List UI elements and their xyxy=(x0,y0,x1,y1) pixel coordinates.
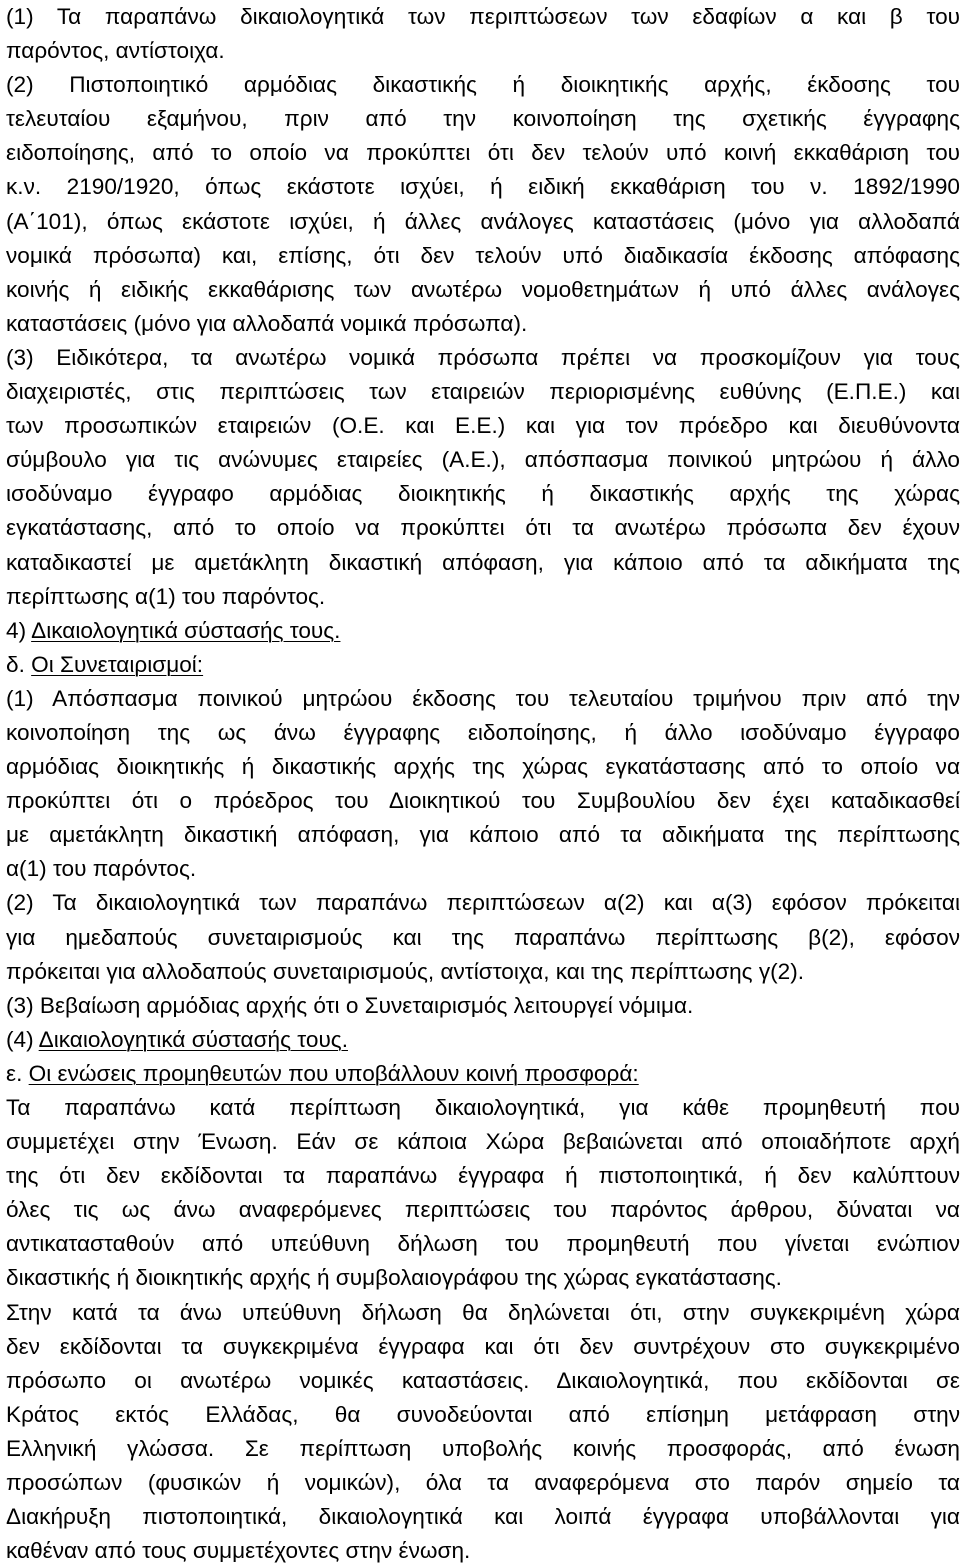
text-line xyxy=(6,1057,960,1091)
text-line xyxy=(6,1023,960,1057)
section-heading: Δικαιολογητικά σύστασής τους. xyxy=(31,617,341,643)
text-line xyxy=(6,1125,960,1159)
text-line xyxy=(6,546,960,580)
line-text: (2) Τα δικαιολογητικά των παραπάνω περιπτώσεων α(2) και α(3) εφόσον πρόκειται xyxy=(6,890,960,916)
text-line xyxy=(6,136,960,170)
text-line xyxy=(6,852,960,886)
text-line xyxy=(6,921,960,955)
section-heading: Οι ενώσεις προμηθευτών που υποβάλλουν κοινή προσφορά: xyxy=(28,1060,639,1086)
line-text: των προσωπικών εταιρειών (Ο.Ε. και Ε.Ε.) και για τον πρόεδρο και διευθύνοντα xyxy=(6,413,960,439)
text-line xyxy=(6,511,960,545)
text-line xyxy=(6,1261,960,1295)
text-line xyxy=(6,477,960,511)
text-line xyxy=(6,0,960,34)
line-text: πρόσωπο οι ανωτέρω νομικές καταστάσεις. Δικαιολογητικά, που εκδίδονται σε xyxy=(6,1367,960,1393)
line-text: Διακήρυξη πιστοποιητικά, δικαιολογητικά και λοιπά έγγραφα υποβάλλονται για xyxy=(6,1504,960,1530)
text-line xyxy=(6,1296,960,1330)
text-line xyxy=(6,989,960,1023)
text-line xyxy=(6,205,960,239)
text-line xyxy=(6,682,960,716)
text-line xyxy=(6,170,960,204)
text-line xyxy=(6,1398,960,1432)
document-page xyxy=(6,0,960,1568)
text-line xyxy=(6,1466,960,1500)
line-text: συμμετέχει στην Ένωση. Εάν σε κάποια Χώρα βεβαιώνεται από οποιαδήποτε αρχή xyxy=(6,1129,960,1155)
line-text: προκύπτει ότι ο πρόεδρος του Διοικητικού του Συμβουλίου δεν έχει καταδικασθεί xyxy=(6,788,960,814)
text-line xyxy=(6,1500,960,1534)
text-line xyxy=(6,750,960,784)
text-line xyxy=(6,443,960,477)
line-text: νομικά πρόσωπα) και, επίσης, ότι δεν τελούν υπό διαδικασία έκδοσης απόφασης xyxy=(6,242,960,268)
line-text: δεν εκδίδονται τα συγκεκριμένα έγγραφα και ότι δεν συντρέχουν στο συγκεκριμένο xyxy=(6,1333,960,1359)
text-line xyxy=(6,1227,960,1261)
line-text: παρόντος, αντίστοιχα. xyxy=(6,38,225,64)
line-text: για ημεδαπούς συνεταιρισμούς και της παραπάνω περίπτωσης β(2), εφόσον xyxy=(6,924,960,950)
line-prefix: 4) xyxy=(6,617,32,643)
text-line xyxy=(6,1159,960,1193)
text-line xyxy=(6,784,960,818)
line-text: της ότι δεν εκδίδονται τα παραπάνω έγγραφα ή πιστοποιητικά, ή δεν καλύπτουν xyxy=(6,1163,960,1189)
text-line xyxy=(6,716,960,750)
line-text: διαχειριστές, στις περιπτώσεις των εταιρειών περιορισμένης ευθύνης (Ε.Π.Ε.) και xyxy=(6,379,960,405)
line-text: Τα παραπάνω κατά περίπτωση δικαιολογητικά, για κάθε προμηθευτή που xyxy=(6,1095,960,1120)
line-text: αντικατασταθούν από υπεύθυνη δήλωση του προμηθευτή που γίνεται ενώπιον xyxy=(6,1231,960,1257)
line-text: εγκατάστασης, από το οποίο να προκύπτει ότι τα ανωτέρω πρόσωπα δεν έχουν xyxy=(6,515,960,541)
line-text: ειδοποίησης, από το οποίο να προκύπτει ότι δεν τελούν υπό κοινή εκκαθάριση του xyxy=(6,140,960,166)
line-text: (3) Ειδικότερα, τα ανωτέρω νομικά πρόσωπα πρέπει να προσκομίζουν για τους xyxy=(6,344,960,370)
line-text: δικαστικής ή διοικητικής αρχής ή συμβολαιογράφου της χώρας εγκατάστασης. xyxy=(6,1265,782,1291)
line-prefix: ε. xyxy=(6,1060,29,1086)
text-line xyxy=(6,648,960,682)
line-text: πρόκειται για αλλοδαπούς συνεταιρισμούς, αντίστοιχα, και της περίπτωσης γ(2). xyxy=(6,958,805,984)
line-text: καταδικαστεί με αμετάκλητη δικαστική απόφαση, για κάποιο από τα αδικήματα της xyxy=(6,549,960,575)
line-text: προσώπων (φυσικών ή νομικών), όλα τα αναφερόμενα στο παρόν σημείο τα xyxy=(6,1470,960,1496)
line-prefix: δ. xyxy=(6,651,32,677)
text-line xyxy=(6,409,960,443)
text-line xyxy=(6,580,960,614)
text-line xyxy=(6,1091,960,1125)
text-line xyxy=(6,273,960,307)
section-heading: Οι Συνεταιρισμοί: xyxy=(31,651,204,677)
line-text: ισοδύναμο έγγραφο αρμόδιας διοικητικής ή δικαστικής αρχής της χώρας xyxy=(6,481,960,507)
line-text: καθέναν από τους συμμετέχοντες στην ένωση. xyxy=(6,1538,471,1564)
line-text: α(1) του παρόντος. xyxy=(6,856,197,882)
text-line xyxy=(6,1432,960,1466)
text-line xyxy=(6,102,960,136)
line-text: κοινής ή ειδικής εκκαθάρισης των ανωτέρω νομοθετημάτων ή υπό άλλες ανάλογες xyxy=(6,276,960,302)
line-text: (1) Απόσπασμα ποινικού μητρώου έκδοσης του τελευταίου τριμήνου πριν από την xyxy=(6,685,960,711)
text-line xyxy=(6,68,960,102)
text-line xyxy=(6,375,960,409)
text-line xyxy=(6,614,960,648)
text-line xyxy=(6,341,960,375)
line-text: Κράτος εκτός Ελλάδας, θα συνοδεύονται από επίσημη μετάφραση στην xyxy=(6,1401,960,1427)
text-line xyxy=(6,1193,960,1227)
text-line xyxy=(6,955,960,989)
line-text: κ.ν. 2190/1920, όπως εκάστοτε ισχύει, ή ειδική εκκαθάριση του ν. 1892/1990 xyxy=(6,174,960,200)
line-text: τελευταίου εξαμήνου, πριν από την κοινοποίηση της σχετικής έγγραφης xyxy=(6,106,960,132)
section-heading: Δικαιολογητικά σύστασής τους. xyxy=(38,1026,348,1052)
line-text: καταστάσεις (μόνο για αλλοδαπά νομικά πρόσωπα). xyxy=(6,310,528,336)
text-line xyxy=(6,1364,960,1398)
line-text: περίπτωσης α(1) του παρόντος. xyxy=(6,583,326,609)
line-text: Ελληνική γλώσσα. Σε περίπτωση υποβολής κοινής προσφοράς, από ένωση xyxy=(6,1435,960,1461)
text-line xyxy=(6,34,960,68)
line-prefix: (4) xyxy=(6,1026,39,1052)
text-line xyxy=(6,307,960,341)
line-text: αρμόδιας διοικητικής ή δικαστικής αρχής της χώρας εγκατάστασης από το οποίο να xyxy=(6,754,960,780)
line-text: (1) Τα παραπάνω δικαιολογητικά των περιπτώσεων των εδαφίων α και β του xyxy=(6,4,960,29)
line-text: όλες τις ως άνω αναφερόμενες περιπτώσεις του παρόντος άρθρου, δύναται να xyxy=(6,1197,960,1223)
line-text: (3) Βεβαίωση αρμόδιας αρχής ότι ο Συνεταιρισμός λειτουργεί νόμιμα. xyxy=(6,992,694,1018)
line-text: (2) Πιστοποιητικό αρμόδιας δικαστικής ή διοικητικής αρχής, έκδοσης του xyxy=(6,72,960,98)
text-line xyxy=(6,239,960,273)
text-line xyxy=(6,818,960,852)
line-text: Στην κατά τα άνω υπεύθυνη δήλωση θα δηλώνεται ότι, στην συγκεκριμένη χώρα xyxy=(6,1299,960,1325)
text-line xyxy=(6,1330,960,1364)
line-text: (Α΄101), όπως εκάστοτε ισχύει, ή άλλες ανάλογες καταστάσεις (μόνο για αλλοδαπά xyxy=(6,208,960,234)
line-text: με αμετάκλητη δικαστική απόφαση, για κάποιο από τα αδικήματα της περίπτωσης xyxy=(6,822,960,848)
line-text: κοινοποίηση της ως άνω έγγραφης ειδοποίησης, ή άλλο ισοδύναμο έγγραφο xyxy=(6,719,960,745)
line-text: σύμβουλο για τις ανώνυμες εταιρείες (Α.Ε.), απόσπασμα ποινικού μητρώου ή άλλο xyxy=(6,447,960,473)
text-line xyxy=(6,1534,960,1568)
text-line xyxy=(6,886,960,920)
